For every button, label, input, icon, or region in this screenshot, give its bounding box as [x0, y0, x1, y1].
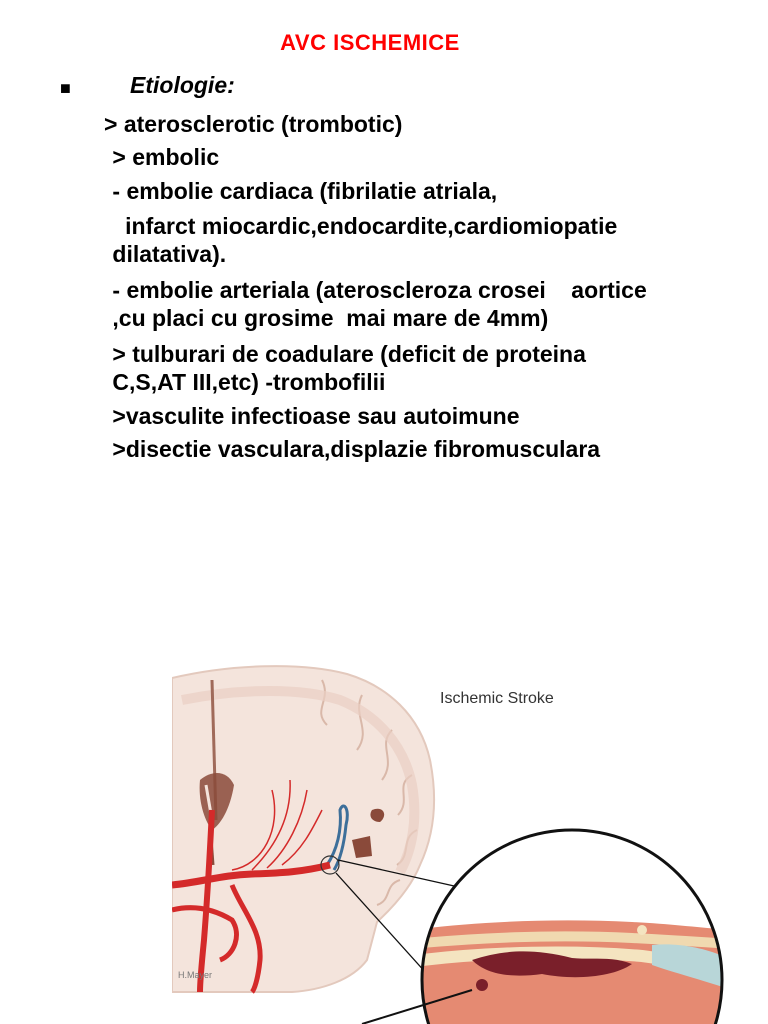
etiology-line: infarct miocardic,endocardite,cardiomiopatie [106, 213, 618, 239]
etiology-line: C,S,AT III,etc) -trombofilii [106, 369, 386, 395]
etiology-line: - embolie cardiaca (fibrilatie atriala, [106, 178, 498, 204]
etiology-line: >vasculite infectioase sau autoimune [106, 403, 520, 429]
magnified-vessel [412, 830, 732, 1024]
section-heading: Etiologie: [130, 72, 235, 98]
etiology-line: >disectie vasculara,displazie fibromusculara [106, 436, 601, 462]
bullet-marker: ■ [60, 78, 71, 98]
etiology-line: > tulburari de coadulare (deficit de proteina [106, 341, 586, 367]
etiology-line: ,cu placi cu grosime mai mare de 4mm) [106, 305, 549, 331]
brain-illustration [172, 660, 768, 1024]
ischemic-stroke-illustration [172, 660, 768, 1024]
etiology-line: - embolie arteriala (ateroscleroza crosei aortice [106, 277, 647, 303]
figure-label: Ischemic Stroke [440, 690, 554, 707]
etiology-line: > embolic [106, 144, 220, 170]
figure-credit: H.Mayer [178, 970, 213, 980]
etiology-line: > aterosclerotic (trombotic) [104, 111, 403, 137]
etiology-line: dilatativa). [106, 241, 227, 267]
slide-title: AVC ISCHEMICE [280, 30, 460, 55]
